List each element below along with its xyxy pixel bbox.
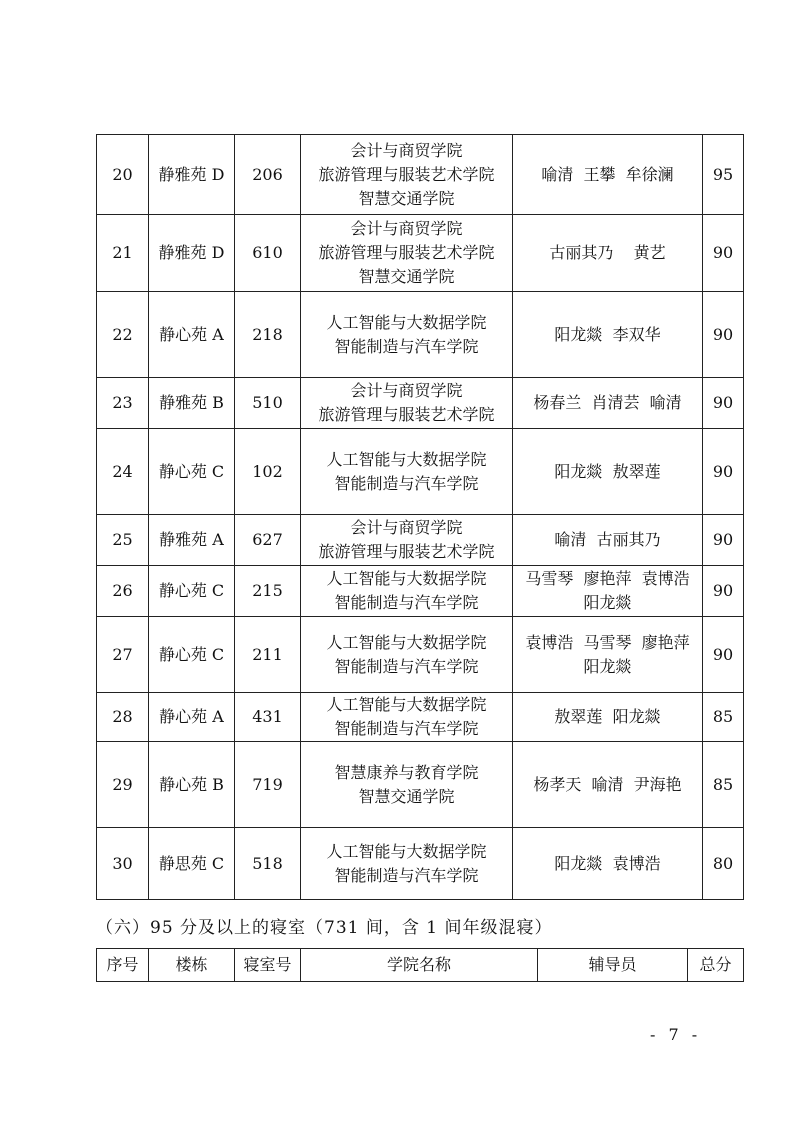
- cell-room: 719: [235, 742, 301, 828]
- college-name: 智能制造与汽车学院: [334, 865, 479, 885]
- counselor-names: 阳龙燚: [583, 593, 632, 612]
- cell-building: 静雅苑 A: [149, 515, 235, 566]
- cell-score: 90: [703, 292, 744, 378]
- cell-counselors: [513, 693, 703, 742]
- cell-no: 22: [97, 292, 149, 378]
- cell-building: 静思苑 C: [149, 828, 235, 900]
- counselor-names: 杨孝天 喻清 尹海艳: [533, 774, 682, 794]
- section-heading: （六）95 分及以上的寝室（731 间，含 1 间年级混寝）: [96, 918, 553, 938]
- table-row: [97, 515, 744, 566]
- table-row: [97, 742, 744, 828]
- cell-score: 90: [703, 215, 744, 292]
- cell-room: 610: [235, 215, 301, 292]
- cell-colleges: [301, 135, 513, 215]
- table-row: [97, 566, 744, 617]
- cell-score: 95: [703, 135, 744, 215]
- cell-counselors: [513, 215, 703, 292]
- cell-counselors: [513, 135, 703, 215]
- header-counselor: 辅导员: [538, 949, 688, 982]
- cell-no: 27: [97, 617, 149, 693]
- cell-score: 80: [703, 828, 744, 900]
- next-table-header: [96, 948, 744, 982]
- cell-room: 206: [235, 135, 301, 215]
- cell-room: 215: [235, 566, 301, 617]
- table-body: [97, 135, 744, 900]
- college-name: 人工智能与大数据学院: [326, 449, 487, 469]
- cell-room: 102: [235, 429, 301, 515]
- cell-score: 90: [703, 617, 744, 693]
- cell-counselors: [513, 566, 703, 617]
- college-name: 智能制造与汽车学院: [334, 336, 479, 356]
- page-number: - 7 -: [650, 1025, 702, 1044]
- table-row: [97, 378, 744, 429]
- cell-counselors: [513, 828, 703, 900]
- college-name: 会计与商贸学院: [350, 219, 463, 238]
- college-name: 人工智能与大数据学院: [326, 569, 487, 588]
- cell-score: 90: [703, 378, 744, 429]
- cell-building: 静雅苑 D: [149, 215, 235, 292]
- cell-colleges: [301, 515, 513, 566]
- college-name: 智能制造与汽车学院: [334, 656, 479, 676]
- header-room: 寝室号: [235, 949, 301, 982]
- table-row: [97, 693, 744, 742]
- cell-no: 21: [97, 215, 149, 292]
- cell-room: 510: [235, 378, 301, 429]
- counselor-names: 古丽其乃 黄艺: [549, 243, 666, 262]
- counselor-names: 阳龙燚 袁博浩: [554, 853, 661, 873]
- table-row: [97, 135, 744, 215]
- cell-score: 85: [703, 693, 744, 742]
- header-building: 楼栋: [149, 949, 235, 982]
- cell-building: 静心苑 A: [149, 693, 235, 742]
- cell-counselors: [513, 378, 703, 429]
- cell-no: 20: [97, 135, 149, 215]
- college-name: 智慧康养与教育学院: [334, 762, 479, 782]
- counselor-names: 阳龙燚 敖翠莲: [554, 461, 661, 481]
- college-name: 人工智能与大数据学院: [326, 632, 487, 652]
- cell-no: 28: [97, 693, 149, 742]
- college-name: 智慧交通学院: [358, 786, 455, 806]
- counselor-names: 喻清 王攀 牟徐澜: [541, 164, 674, 184]
- cell-score: 85: [703, 742, 744, 828]
- cell-colleges: [301, 828, 513, 900]
- cell-no: 29: [97, 742, 149, 828]
- college-name: 会计与商贸学院: [350, 140, 463, 160]
- cell-building: 静心苑 C: [149, 429, 235, 515]
- cell-colleges: [301, 378, 513, 429]
- cell-building: 静心苑 C: [149, 566, 235, 617]
- table-row: [97, 292, 744, 378]
- cell-no: 30: [97, 828, 149, 900]
- cell-building: 静心苑 B: [149, 742, 235, 828]
- cell-room: 211: [235, 617, 301, 693]
- cell-counselors: [513, 429, 703, 515]
- cell-colleges: [301, 429, 513, 515]
- cell-colleges: [301, 617, 513, 693]
- cell-colleges: [301, 215, 513, 292]
- header-no: 序号: [97, 949, 149, 982]
- table-row: [97, 429, 744, 515]
- header-row: [97, 949, 744, 982]
- cell-counselors: [513, 617, 703, 693]
- cell-room: 218: [235, 292, 301, 378]
- college-name: 会计与商贸学院: [350, 381, 463, 400]
- header-score: 总分: [688, 949, 744, 982]
- cell-building: 静雅苑 D: [149, 135, 235, 215]
- cell-room: 518: [235, 828, 301, 900]
- cell-no: 24: [97, 429, 149, 515]
- dormitory-score-table: [96, 134, 744, 900]
- college-name: 智慧交通学院: [358, 267, 455, 286]
- cell-no: 25: [97, 515, 149, 566]
- counselor-names: 阳龙燚: [583, 656, 632, 676]
- counselor-names: 阳龙燚 李双华: [554, 324, 661, 344]
- counselor-names: 敖翠莲 阳龙燚: [554, 707, 661, 726]
- cell-counselors: [513, 515, 703, 566]
- college-name: 智慧交通学院: [358, 188, 455, 208]
- counselor-names: 杨春兰 肖清芸 喻清: [533, 393, 682, 412]
- table-row: [97, 828, 744, 900]
- counselor-names: 喻清 古丽其乃: [554, 530, 661, 549]
- cell-counselors: [513, 292, 703, 378]
- college-name: 旅游管理与服装艺术学院: [318, 243, 495, 262]
- college-name: 人工智能与大数据学院: [326, 312, 487, 332]
- cell-score: 90: [703, 429, 744, 515]
- counselor-names: 马雪琴 廖艳萍 袁博浩: [525, 569, 690, 588]
- cell-score: 90: [703, 566, 744, 617]
- college-name: 旅游管理与服装艺术学院: [318, 542, 495, 561]
- college-name: 智能制造与汽车学院: [334, 473, 479, 493]
- header-college: 学院名称: [301, 949, 538, 982]
- cell-colleges: [301, 566, 513, 617]
- cell-building: 静心苑 A: [149, 292, 235, 378]
- cell-colleges: [301, 742, 513, 828]
- college-name: 人工智能与大数据学院: [326, 695, 487, 714]
- cell-building: 静心苑 C: [149, 617, 235, 693]
- cell-room: 627: [235, 515, 301, 566]
- cell-room: 431: [235, 693, 301, 742]
- cell-no: 23: [97, 378, 149, 429]
- cell-counselors: [513, 742, 703, 828]
- table-row: [97, 617, 744, 693]
- cell-building: 静雅苑 B: [149, 378, 235, 429]
- table-row: [97, 215, 744, 292]
- college-name: 旅游管理与服装艺术学院: [318, 164, 495, 184]
- college-name: 智能制造与汽车学院: [334, 593, 479, 612]
- college-name: 智能制造与汽车学院: [334, 719, 479, 738]
- cell-score: 90: [703, 515, 744, 566]
- cell-colleges: [301, 292, 513, 378]
- college-name: 会计与商贸学院: [350, 518, 463, 537]
- college-name: 人工智能与大数据学院: [326, 841, 487, 861]
- counselor-names: 袁博浩 马雪琴 廖艳萍: [525, 632, 690, 652]
- college-name: 旅游管理与服装艺术学院: [318, 405, 495, 424]
- cell-colleges: [301, 693, 513, 742]
- cell-no: 26: [97, 566, 149, 617]
